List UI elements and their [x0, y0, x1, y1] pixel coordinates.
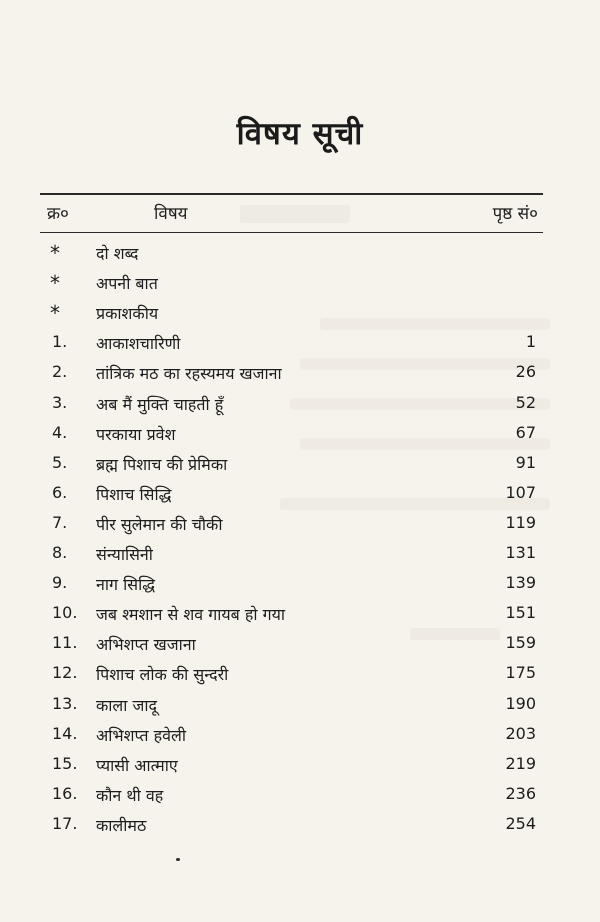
- toc-chapter-row: [0, 423, 600, 453]
- chapter-number: 1.: [52, 332, 68, 352]
- chapter-page-number: 67: [515, 422, 536, 442]
- chapter-page-number: 131: [505, 543, 536, 562]
- toc-chapter-row: [0, 453, 600, 483]
- chapter-title: कालीमठ: [96, 815, 147, 835]
- toc-chapter-row: [0, 724, 600, 754]
- chapter-number: 10.: [52, 603, 78, 623]
- chapter-number: 12.: [52, 663, 78, 683]
- chapter-number: 11.: [52, 633, 78, 653]
- header-bottom-rule: [40, 232, 543, 233]
- chapter-page-number: 203: [505, 723, 536, 743]
- chapter-page-number: 190: [505, 693, 536, 713]
- chapter-number: 3.: [52, 392, 68, 412]
- header-top-rule: [40, 193, 543, 195]
- bleed-through-texture: [240, 205, 350, 223]
- toc-chapter-row: [0, 393, 600, 423]
- chapter-page-number: 52: [515, 392, 536, 412]
- page-title: विषय सूची: [236, 116, 364, 152]
- toc-intro-row: [0, 272, 600, 302]
- toc-intro-title: अपनी बात: [96, 274, 158, 294]
- chapter-title: काला जादू: [96, 695, 158, 715]
- chapter-number: 4.: [52, 422, 68, 442]
- toc-chapter-row: [0, 543, 600, 573]
- chapter-page-number: 159: [505, 633, 536, 653]
- asterisk-marker: *: [50, 241, 60, 265]
- chapter-title: अब मैं मुक्ति चाहती हूँ: [96, 394, 224, 414]
- chapter-number: 13.: [52, 693, 78, 713]
- chapter-title: जब श्मशान से शव गायब हो गया: [96, 605, 286, 625]
- toc-intro-title: दो शब्द: [96, 244, 139, 263]
- chapter-title: पिशाच सिद्धि: [96, 484, 172, 504]
- toc-chapter-row: [0, 362, 600, 392]
- chapter-title: अभिशप्त हवेली: [96, 725, 187, 745]
- chapter-page-number: 254: [505, 813, 536, 833]
- chapter-number: 17.: [52, 813, 78, 833]
- chapter-page-number: 26: [515, 362, 536, 382]
- chapter-title: संन्यासिनी: [96, 545, 153, 564]
- chapter-number: 7.: [52, 512, 68, 532]
- chapter-title: आकाशचारिणी: [96, 334, 181, 354]
- chapter-title: पीर सुलेमान की चौकी: [96, 514, 223, 534]
- chapter-page-number: 175: [505, 663, 536, 683]
- chapter-title: ब्रह्म पिशाच की प्रेमिका: [96, 454, 228, 474]
- asterisk-marker: *: [50, 271, 60, 296]
- toc-chapter-row: [0, 573, 600, 603]
- toc-chapter-row: [0, 603, 600, 633]
- chapter-number: 9.: [52, 573, 68, 593]
- chapter-page-number: 139: [505, 573, 536, 593]
- toc-chapter-row: [0, 633, 600, 663]
- header-subject: विषय: [154, 204, 188, 224]
- chapter-number: 15.: [52, 753, 78, 773]
- chapter-title: कौन थी वह: [96, 785, 164, 805]
- toc-chapter-row: [0, 332, 600, 362]
- chapter-page-number: 119: [505, 512, 536, 532]
- toc-chapter-row: [0, 663, 600, 693]
- toc-chapter-row: [0, 694, 600, 724]
- toc-chapter-row: [0, 754, 600, 784]
- chapter-title: नाग सिद्धि: [96, 575, 156, 595]
- chapter-title: प्यासी आत्माए: [96, 755, 178, 775]
- chapter-number: 14.: [52, 723, 78, 743]
- chapter-page-number: 1: [525, 332, 536, 352]
- paper-speck: [176, 858, 180, 861]
- chapter-number: 2.: [52, 362, 68, 382]
- header-number: क्र०: [47, 204, 69, 224]
- toc-intro-row: [0, 302, 600, 332]
- toc-intro-title: प्रकाशकीय: [96, 304, 159, 324]
- chapter-page-number: 107: [505, 482, 536, 502]
- chapter-number: 6.: [52, 482, 68, 502]
- chapter-title: तांत्रिक मठ का रहस्यमय खजाना: [96, 364, 282, 384]
- chapter-page-number: 91: [515, 452, 536, 472]
- chapter-number: 5.: [52, 452, 68, 472]
- chapter-number: 16.: [52, 783, 78, 803]
- chapter-title: परकाया प्रवेश: [96, 424, 176, 444]
- chapter-page-number: 236: [505, 783, 536, 803]
- chapter-title: पिशाच लोक की सुन्दरी: [96, 665, 229, 685]
- toc-chapter-row: [0, 483, 600, 513]
- chapter-page-number: 219: [505, 753, 536, 773]
- asterisk-marker: *: [50, 301, 60, 326]
- toc-intro-row: [0, 242, 600, 272]
- header-page-number: पृष्ठ सं०: [492, 204, 538, 224]
- chapter-page-number: 151: [505, 603, 536, 623]
- chapter-number: 8.: [52, 543, 68, 562]
- toc-chapter-row: [0, 513, 600, 543]
- toc-chapter-row: [0, 814, 600, 844]
- toc-chapter-row: [0, 784, 600, 814]
- chapter-title: अभिशप्त खजाना: [96, 635, 196, 655]
